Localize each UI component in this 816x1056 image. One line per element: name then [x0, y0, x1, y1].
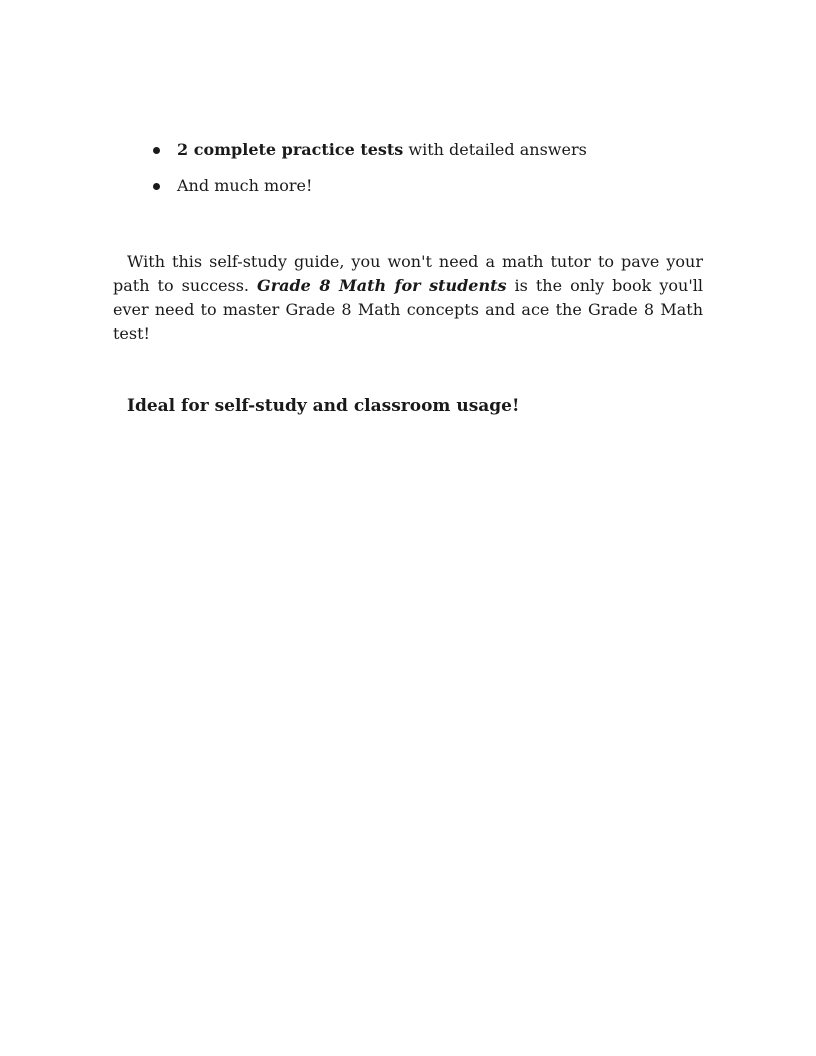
- list-item-bold-text: 2 complete practice tests: [177, 140, 404, 159]
- list-item-text: And much more!: [177, 176, 313, 195]
- paragraph-book-title: Grade 8 Math for students: [257, 276, 507, 295]
- list-item: [113, 174, 703, 198]
- paragraph-text-lead: With this self-study guide, you won't need a math tutor to pave your path to success.: [113, 252, 703, 295]
- closing-statement: Ideal for self-study and classroom usage!: [127, 396, 520, 416]
- bullet-icon: [153, 183, 160, 190]
- paragraph-text-tail: is the only book you'll ever need to master Grade 8 Math concepts and ace the Grade 8 Math test!: [113, 276, 703, 343]
- body-paragraph: [113, 250, 703, 346]
- feature-list: [113, 138, 703, 198]
- list-item-text: with detailed answers: [403, 140, 587, 159]
- bullet-icon: [153, 147, 160, 154]
- list-item: [113, 138, 703, 162]
